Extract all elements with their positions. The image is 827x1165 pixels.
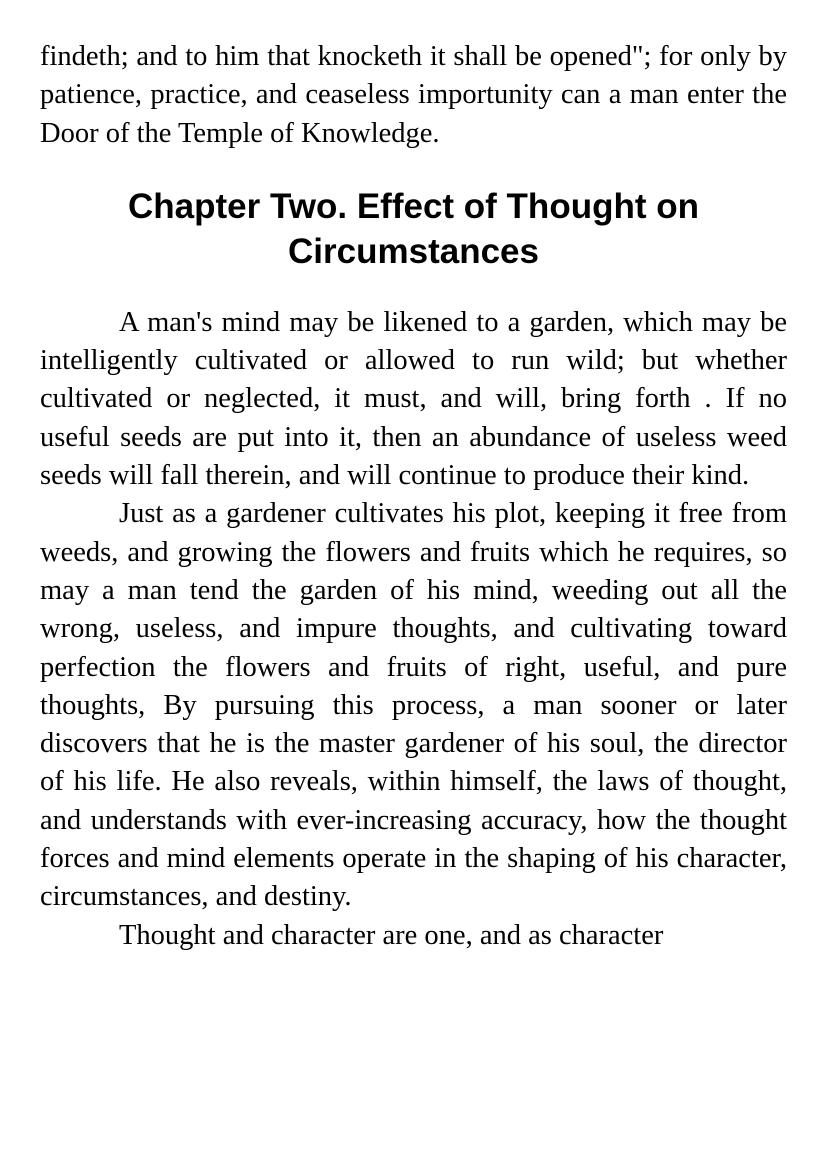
chapter-title: Chapter Two. Effect of Thought on Circumstances [128,186,699,271]
body-paragraph: Thought and character are one, and as character [119,919,664,951]
opening-paragraph: findeth; and to him that knocketh it shall be opened"; for only by patience, practice, and ceaseless importunity can a man enter the Door of the Temple of Knowledge. [40,41,787,149]
body-paragraph: Just as a gardener cultivates his plot, keeping it free from weeds, and growing the flowers and fruits which he requires, so may a man tend the garden of his mind, weeding out all the wrong, useless, and impure thoughts, and cultivating toward perfection the flowers and fruits of right, useful, and pure thoughts, By pursuing this process, a man sooner or later discovers that he is the master gardener of his soul, the director of his life. He also reveals, within himself, the laws of thought, and understands with ever-increasing accuracy, how the thought forces and mind elements operate in the shaping of his character, circumstances, and destiny. [40,498,787,913]
body-paragraph: A man's mind may be likened to a garden, which may be intelligently cultivated or allowed to run wild; but whether cultivated or neglected, it must, and will, bring forth . If no useful seeds are put into it, then an abundance of useless weed seeds will fall therein, and will continue to produce their kind. [40,306,787,492]
document-page [40,38,787,955]
